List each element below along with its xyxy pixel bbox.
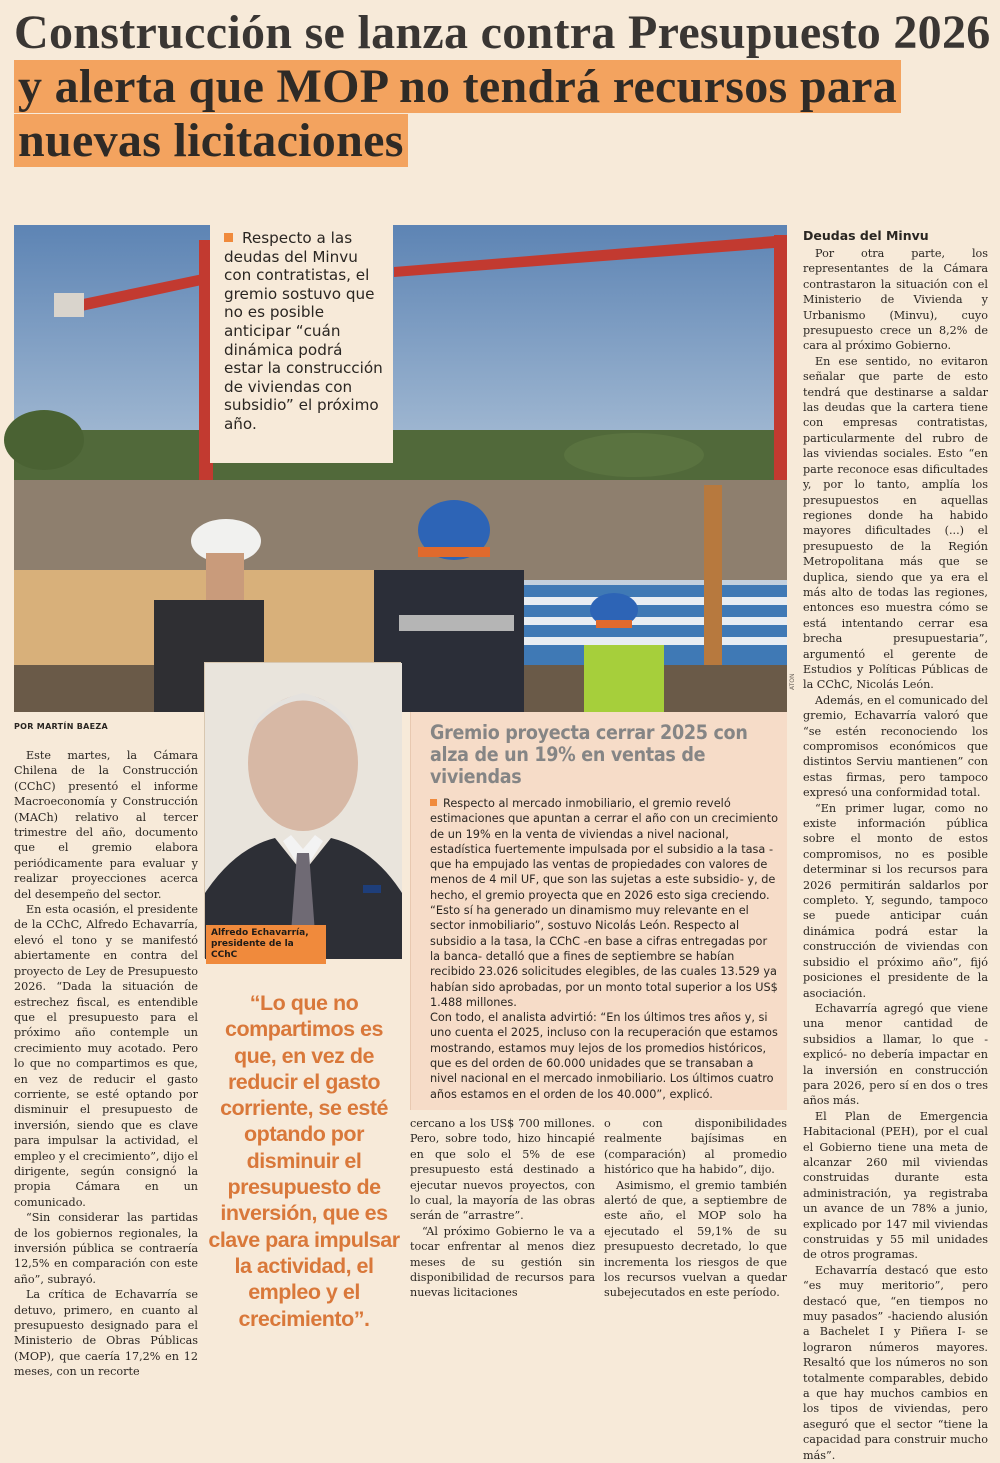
headline <box>14 6 994 168</box>
photo-callout <box>210 225 393 463</box>
paragraph: Por otra parte, los representantes de la Cámara contrastaron la situación con el Ministerio de Vivienda y Urbanismo (Minvu), cuyo presupuesto crece un 8,2% de cara al próximo Gobierno. <box>803 247 988 353</box>
headline-part1: Construcción se lanza contra Presupuesto 2026 <box>14 6 991 59</box>
paragraph: “Al próximo Gobierno le va a tocar enfrentar al menos diez meses de su gestión sin disponibilidad de recursos para nuevas licitaciones <box>410 1224 595 1300</box>
article-column-1 <box>14 748 198 1380</box>
paragraph: Con todo, el analista advirtió: “En los últimos tres años y, si uno cuenta el 2025, incluso con la recuperación que estamos mostrando, estamos muy lejos de los promedios históricos, que es del orden de 60.000 unidades que se transaban a nivel nacional en el mercado inmobiliario. Los últimos cuatro años estamos en el orden de los 40.000”, explicó. <box>430 1011 778 1101</box>
sidebar-box-title: Gremio proyecta cerrar 2025 con alza de un 19% en ventas de viviendas <box>430 721 748 788</box>
paragraph: o con disponibilidades realmente bajísimas en (comparación) al promedio histórico que ha habido”, dijo. <box>604 1117 787 1177</box>
paragraph: Este martes, la Cámara Chilena de la Construcción (CChC) presentó el informe Macroeconomía y Construcción (MACh) relativo al tercer trimestre del año, documento que el gremio elabora periódicamente para evaluar y realizar proyecciones acerca del desempeño del sector. <box>14 749 198 901</box>
headline-part2-highlighted: y alerta que MOP no tendrá recursos para nuevas licitaciones <box>14 60 901 167</box>
paragraph: “Esto sí ha generado un dinamismo muy relevante en el sector inmobiliario”, sostuvo Nicolás León. Respecto al subsidio a la tasa, la CChC -en base a cifras entregadas por la banca- detalló que a fines de septiembre se habían recibido 23.026 solicitudes elegibles, de las cuales 13.529 ya habían sido aprobadas, por un monto total superior a los US$ 1.488 millones. <box>430 904 778 1009</box>
paragraph: cercano a los US$ 700 millones. Pero, sobre todo, hizo hincapié en que solo el 5% de ese presupuesto está destinado a ejecutar nuevos proyectos, con lo cual, la mayoría de las obras serán de “arrastre”. <box>410 1117 595 1223</box>
paragraph: Además, en el comunicado del gremio, Echavarría valoró que “se estén reconociendo los compromisos económicos que distintos Serviu mantienen” con estas firmas, pero tampoco expresó una conformidad total. <box>803 693 988 800</box>
paragraph: Respecto al mercado inmobiliario, el gremio reveló estimaciones que apuntan a cerrar el año con un crecimiento de un 19% en la venta de viviendas a nivel nacional, estadística fuertemente impulsada por el subsidio a la tasa -que ha empujado las ventas de propiedades con valores de menos de 4 mil UF, que son las sujetas a este subsidio- y, de hecho, el gremio proyecta que en 2026 esto siga creciendo. <box>430 797 779 902</box>
square-bullet-icon <box>224 233 233 242</box>
sidebar-box-body <box>430 796 780 1102</box>
photo-credit: ATON <box>789 673 796 690</box>
section-subhead: Deudas del Minvu <box>803 228 929 243</box>
portrait-photo <box>204 662 401 958</box>
paragraph: Echavarría agregó que viene una menor cantidad de subsidios a llamar, lo que -explicó- no debería impactar en la inversión en construcción para 2026, pero sí en dos o tres años más. <box>803 1001 988 1108</box>
paragraph: En ese sentido, no evitaron señalar que parte de esto tendrá que destinarse a saldar las deudas que la cartera tiene con empresas contratistas, particularmente del rubro de las viviendas sociales. Esto “en parte reconoce esas dificultades y, por lo tanto, amplía los presupuestos en aquellas regiones donde ha habido mayores dificultades (...) el presupuesto de la Región Metropolitana más que se duplica, siendo que ya era el más alto de todas las regiones, entonces eso muestra cómo se está intentando cerrar esa brecha presupuestaria”, argumentó el gerente de Estudios y Políticas Públicas de la CChC, Nicolás León. <box>803 354 988 692</box>
article-column-5 <box>803 246 988 1463</box>
paragraph: La crítica de Echavarría se detuvo, primero, en cuanto al presupuesto designado para el Ministerio de Obras Públicas (MOP), que caería 17,2% en 12 meses, con un recorte <box>14 1288 198 1379</box>
pull-quote: “Lo que no compartimos es que, en vez de reducir el gasto corriente, se esté optando por disminuir el presupuesto de inversión, que es clave para impulsar la actividad, el empleo y el crecimiento”. <box>208 991 400 1331</box>
paragraph: En esta ocasión, el presidente de la CChC, Alfredo Echavarría, elevó el tono y se manifestó abiertamente en contra del proyecto de Ley de Presupuesto 2026. “Dada la situación de estrechez fiscal, es entendible que el presupuesto para el próximo año contemple un crecimiento muy acotado. Pero lo que no compartimos es que, en vez de reducir el gasto corriente, se esté optando por disminuir el presupuesto de inversión, siendo que es clave para impulsar la actividad, el empleo y el crecimiento”, dijo el dirigente, según consignó la propia Cámara en un comunicado. <box>14 903 198 1209</box>
paragraph: “En primer lugar, como no existe información pública sobre el monto de estos compromisos, no es posible determinar si los recursos para 2026 permitirán saldarlos por completo. Y, segundo, tampoco se puede anticipar cuán dinámica podrá estar la construcción de viviendas con subsidio el próximo año”, fijó posiciones el presidente de la asociación. <box>803 801 988 1000</box>
portrait-caption: Alfredo Echavarría, presidente de la CChC <box>206 925 326 964</box>
callout-text: Respecto a las deudas del Minvu con contratistas, el gremio sostuvo que no es posible anticipar “cuán dinámica podrá estar la construcción de viviendas con subsidio” el próximo año. <box>224 229 383 433</box>
paragraph: Echavarría destacó que esto “es muy meritorio”, pero destacó que, “en tiempos no muy pasados” -haciendo alusión a Bachelet I y Piñera I- se lograron números mayores. Resaltó que los números no son totalmente comparables, debido a que hay muchos cambios en los tipos de viviendas, pero aseguró que el sector “tiene la capacidad para construir mucho más”. <box>803 1263 988 1462</box>
byline: POR MARTÍN BAEZA <box>14 722 109 731</box>
paragraph: El Plan de Emergencia Habitacional (PEH), por el cual el Gobierno tiene una meta de alcanzar 260 mil viviendas construidas durante esta administración, ya registraba un avance de un 78% a junio, explicado por 147 mil viviendas construidas y 55 mil unidades de otros programas. <box>803 1109 988 1262</box>
paragraph: “Sin considerar las partidas de los gobiernos regionales, la inversión pública se contraería 12,5% en comparación con este año”, subrayó. <box>14 1211 198 1286</box>
paragraph: Asimismo, el gremio también alertó de que, a septiembre de este año, el MOP solo ha ejecutado el 59,1% de su presupuesto decretado, lo que incrementa los riesgos de que los recursos vuelvan a quedar subejecutados en este período. <box>604 1178 787 1300</box>
article-column-4 <box>604 1116 787 1301</box>
square-bullet-icon <box>430 799 437 806</box>
construction-site-photo <box>14 225 787 712</box>
article-column-3 <box>410 1116 595 1301</box>
